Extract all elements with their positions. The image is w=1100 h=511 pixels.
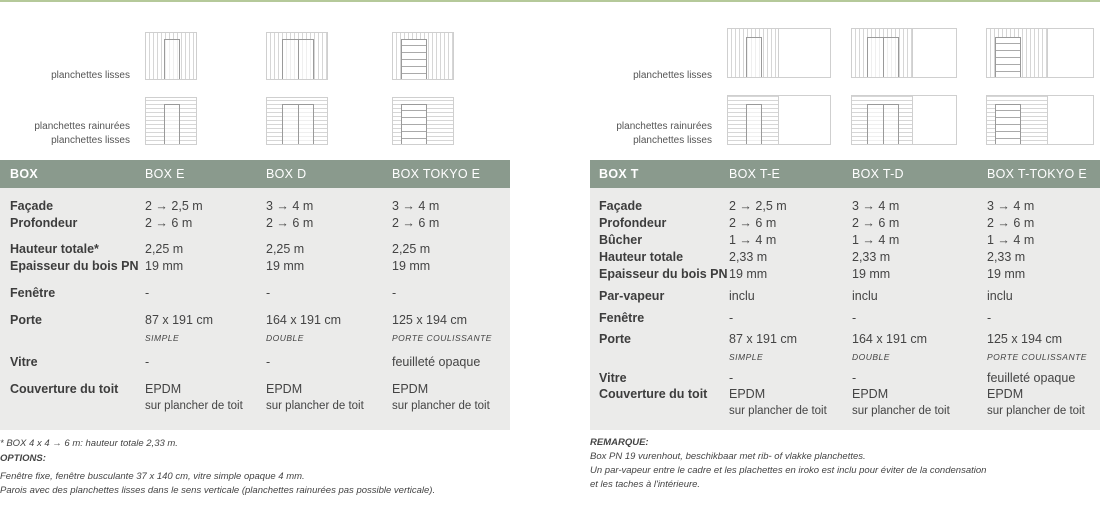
label-par-vapeur: Par-vapeur bbox=[599, 289, 665, 303]
box-t-tokyo-e-smooth-image bbox=[986, 28, 1048, 78]
value-profondeur-d: 2 → 6 m bbox=[266, 216, 314, 230]
value-epaisseur-t-tokyo: 19 mm bbox=[987, 267, 1026, 281]
box-t-e-grooved-image bbox=[727, 95, 779, 145]
value-par-vapeur-t-tokyo: inclu bbox=[987, 289, 1013, 303]
box-d-grooved-image bbox=[266, 97, 328, 145]
value-fenetre-t-tokyo: - bbox=[987, 311, 992, 325]
woodshed-roof-image bbox=[779, 28, 831, 78]
value-vitre-t-tokyo: feuilleté opaque bbox=[987, 371, 1076, 385]
remark-line-2: Un par-vapeur entre le cadre et les plachettes en iroko est inclu pour éviter de la condensation bbox=[590, 465, 987, 476]
label-fenetre: Fenêtre bbox=[10, 286, 56, 300]
header-box-tokyo-e: BOX TOKYO E bbox=[392, 167, 481, 181]
porte-type-t-d: DOUBLE bbox=[852, 352, 890, 362]
label-porte: Porte bbox=[10, 313, 42, 327]
header-box-t: BOX T bbox=[599, 167, 639, 181]
label-epaisseur: Epaisseur du bois PN bbox=[599, 267, 728, 281]
value-couverture-t-e: EPDM bbox=[729, 387, 766, 401]
box-t-e-smooth-image bbox=[727, 28, 779, 78]
label-facade: Façade bbox=[10, 199, 54, 213]
header-box-t-d: BOX T-D bbox=[852, 167, 904, 181]
label-vitre: Vitre bbox=[10, 355, 38, 369]
value-porte-t-e: 87 x 191 cm bbox=[729, 332, 798, 346]
value-epaisseur-d: 19 mm bbox=[266, 259, 305, 273]
header-box-d: BOX D bbox=[266, 167, 307, 181]
value-vitre-t-e: - bbox=[729, 371, 734, 385]
label-hauteur: Hauteur totale* bbox=[10, 242, 99, 256]
box-t-spec-table bbox=[590, 160, 1100, 430]
value-porte-d: 164 x 191 cm bbox=[266, 313, 342, 327]
value-epaisseur-tokyo: 19 mm bbox=[392, 259, 431, 273]
value-bucher-t-e: 1 → 4 m bbox=[729, 233, 777, 247]
value-bucher-t-d: 1 → 4 m bbox=[852, 233, 900, 247]
value-fenetre-t-e: - bbox=[729, 311, 734, 325]
label-hauteur: Hauteur totale bbox=[599, 250, 684, 264]
table-header bbox=[0, 160, 510, 188]
porte-type-d: DOUBLE bbox=[266, 333, 304, 343]
value-porte-tokyo: 125 x 194 cm bbox=[392, 313, 468, 327]
value-fenetre-e: - bbox=[145, 286, 150, 300]
couverture-sub-t-d: sur plancher de toit bbox=[852, 405, 950, 417]
header-box: BOX bbox=[10, 167, 38, 181]
value-profondeur-tokyo: 2 → 6 m bbox=[392, 216, 440, 230]
value-hauteur-e: 2,25 m bbox=[145, 242, 184, 256]
value-porte-t-d: 164 x 191 cm bbox=[852, 332, 928, 346]
woodshed-roof-image bbox=[1048, 28, 1094, 78]
row-label-grooved-smooth: planchettes lisses bbox=[633, 135, 712, 146]
couverture-sub-t-e: sur plancher de toit bbox=[729, 405, 827, 417]
value-facade-t-e: 2 → 2,5 m bbox=[729, 199, 787, 213]
value-profondeur-t-d: 2 → 6 m bbox=[852, 216, 900, 230]
porte-type-e: SIMPLE bbox=[145, 333, 180, 343]
box-t-d-grooved-image bbox=[851, 95, 913, 145]
value-couverture-tokyo: EPDM bbox=[392, 382, 429, 396]
value-couverture-t-tokyo: EPDM bbox=[987, 387, 1024, 401]
porte-type-t-e: SIMPLE bbox=[729, 352, 764, 362]
value-hauteur-tokyo: 2,25 m bbox=[392, 242, 431, 256]
label-porte: Porte bbox=[599, 332, 631, 346]
label-couverture: Couverture du toit bbox=[10, 382, 119, 396]
couverture-sub-e: sur plancher de toit bbox=[145, 400, 243, 412]
label-bucher: Bûcher bbox=[599, 233, 643, 247]
couverture-sub-t-tokyo: sur plancher de toit bbox=[987, 405, 1085, 417]
box-e-grooved-image bbox=[145, 97, 197, 145]
remark-line-1: Box PN 19 vurenhout, beschikbaar met rib- of vlakke planchettes. bbox=[590, 451, 866, 462]
footnote-hauteur: * BOX 4 x 4 → 6 m: hauteur totale 2,33 m. bbox=[0, 438, 178, 449]
porte-type-tokyo: PORTE COULISSANTE bbox=[392, 333, 492, 343]
row-label-smooth: planchettes lisses bbox=[633, 70, 712, 81]
label-fenetre: Fenêtre bbox=[599, 311, 645, 325]
value-profondeur-t-tokyo: 2 → 6 m bbox=[987, 216, 1035, 230]
box-t-tokyo-e-grooved-image bbox=[986, 95, 1048, 145]
value-hauteur-d: 2,25 m bbox=[266, 242, 305, 256]
remark-line-3: et les taches à l'intérieure. bbox=[590, 479, 701, 490]
options-title: OPTIONS: bbox=[0, 453, 46, 464]
porte-type-t-tokyo: PORTE COULISSANTE bbox=[987, 352, 1087, 362]
woodshed-roof-image bbox=[779, 95, 831, 145]
options-line-2: Parois avec des planchettes lisses dans le sens verticale (planchettes rainurées pas possible verticale). bbox=[0, 485, 436, 496]
value-hauteur-t-e: 2,33 m bbox=[729, 250, 768, 264]
value-porte-t-tokyo: 125 x 194 cm bbox=[987, 332, 1063, 346]
value-epaisseur-t-d: 19 mm bbox=[852, 267, 891, 281]
woodshed-roof-image bbox=[913, 95, 957, 145]
value-couverture-t-d: EPDM bbox=[852, 387, 889, 401]
value-fenetre-d: - bbox=[266, 286, 271, 300]
label-profondeur: Profondeur bbox=[10, 216, 78, 230]
value-porte-e: 87 x 191 cm bbox=[145, 313, 214, 327]
value-profondeur-t-e: 2 → 6 m bbox=[729, 216, 777, 230]
value-couverture-e: EPDM bbox=[145, 382, 182, 396]
remark-title: REMARQUE: bbox=[590, 437, 649, 448]
value-par-vapeur-t-e: inclu bbox=[729, 289, 755, 303]
options-line-1: Fenêtre fixe, fenêtre busculante 37 x 140 cm, vitre simple opaque 4 mm. bbox=[0, 471, 305, 482]
row-label-grooved: planchettes rainurées bbox=[34, 121, 130, 132]
couverture-sub-d: sur plancher de toit bbox=[266, 400, 364, 412]
top-accent-line bbox=[0, 0, 1100, 2]
value-vitre-t-d: - bbox=[852, 371, 857, 385]
header-box-t-e: BOX T-E bbox=[729, 167, 781, 181]
box-tokyo-e-smooth-image bbox=[392, 32, 454, 80]
value-hauteur-t-d: 2,33 m bbox=[852, 250, 891, 264]
couverture-sub-tokyo: sur plancher de toit bbox=[392, 400, 490, 412]
box-d-smooth-image bbox=[266, 32, 328, 80]
label-vitre: Vitre bbox=[599, 371, 627, 385]
value-facade-t-d: 3 → 4 m bbox=[852, 199, 900, 213]
value-fenetre-tokyo: - bbox=[392, 286, 397, 300]
label-profondeur: Profondeur bbox=[599, 216, 667, 230]
header-box-e: BOX E bbox=[145, 167, 185, 181]
table-header bbox=[590, 160, 1100, 188]
label-couverture: Couverture du toit bbox=[599, 387, 708, 401]
box-spec-table bbox=[0, 160, 510, 430]
value-epaisseur-t-e: 19 mm bbox=[729, 267, 768, 281]
value-profondeur-e: 2 → 6 m bbox=[145, 216, 193, 230]
value-vitre-d: - bbox=[266, 355, 271, 369]
row-label-grooved: planchettes rainurées bbox=[616, 121, 712, 132]
box-e-smooth-image bbox=[145, 32, 197, 80]
row-label-grooved-smooth: planchettes lisses bbox=[51, 135, 130, 146]
woodshed-roof-image bbox=[1048, 95, 1094, 145]
value-hauteur-t-tokyo: 2,33 m bbox=[987, 250, 1026, 264]
value-facade-tokyo: 3 → 4 m bbox=[392, 199, 440, 213]
label-facade: Façade bbox=[599, 199, 643, 213]
box-t-d-smooth-image bbox=[851, 28, 913, 78]
value-facade-t-tokyo: 3 → 4 m bbox=[987, 199, 1035, 213]
value-epaisseur-e: 19 mm bbox=[145, 259, 184, 273]
label-epaisseur: Epaisseur du bois PN bbox=[10, 259, 139, 273]
value-vitre-e: - bbox=[145, 355, 150, 369]
value-par-vapeur-t-d: inclu bbox=[852, 289, 878, 303]
value-facade-d: 3 → 4 m bbox=[266, 199, 314, 213]
value-couverture-d: EPDM bbox=[266, 382, 303, 396]
value-fenetre-t-d: - bbox=[852, 311, 857, 325]
box-tokyo-e-grooved-image bbox=[392, 97, 454, 145]
value-vitre-tokyo: feuilleté opaque bbox=[392, 355, 481, 369]
value-bucher-t-tokyo: 1 → 4 m bbox=[987, 233, 1035, 247]
row-label-smooth: planchettes lisses bbox=[51, 70, 130, 81]
value-facade-e: 2 → 2,5 m bbox=[145, 199, 203, 213]
header-box-t-tokyo-e: BOX T-TOKYO E bbox=[987, 167, 1087, 181]
woodshed-roof-image bbox=[913, 28, 957, 78]
